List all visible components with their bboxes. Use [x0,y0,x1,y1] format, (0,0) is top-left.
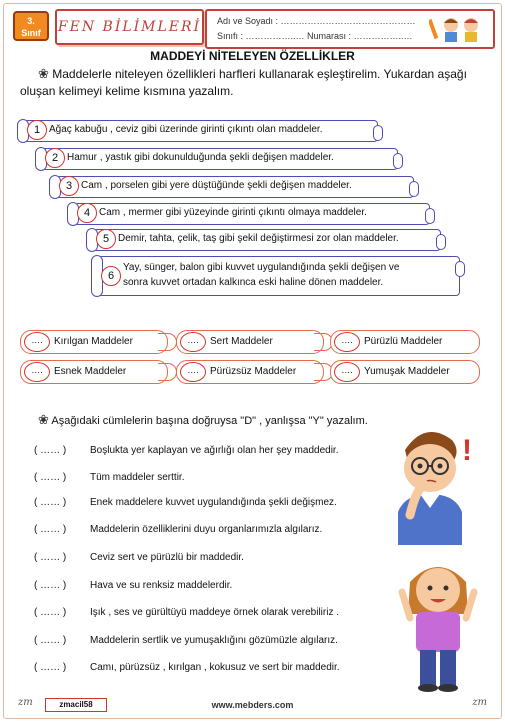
tf-statement: Ceviz sert ve pürüzlü bir maddedir. [90,552,244,563]
tf-answer-blank[interactable]: ( …… ) [34,445,67,456]
footer-site[interactable]: www.mebders.com [211,700,294,710]
tf-statement: Camı, pürüzsüz , kırılgan , kokusuz ve sert bir maddedir. [90,662,340,673]
scroll-item-1 [24,120,378,142]
tf-statement: Maddelerin sertlik ve yumuşaklığını gözümüzle algılarız. [90,635,338,646]
tf-answer-blank[interactable]: ( …… ) [34,607,67,618]
item-number: 2 [45,148,65,168]
property-hard [176,330,324,354]
answer-blank[interactable]: …. [180,332,206,352]
property-label: Sert Maddeler [210,336,273,347]
student-info-box [205,9,495,49]
scroll-curl [393,153,403,169]
tf-item-4 [34,524,322,535]
subject-title-box [55,9,204,45]
tf-item-5 [34,552,244,563]
pill-curl [158,363,177,381]
answer-blank[interactable]: …. [334,362,360,382]
tf-answer-blank[interactable]: ( …… ) [34,472,67,483]
item-text: Hamur , yastık gibi dokunulduğunda şekli değişen maddeler. [67,152,334,163]
item-text: Cam , mermer gibi yüzeyinde girinti çıkıntı olmaya maddeler. [99,207,367,218]
thinking-boy-illustration [380,420,490,545]
item-number: 6 [101,266,121,286]
answer-blank[interactable]: …. [24,362,50,382]
tf-item-9 [34,662,340,673]
tf-item-3 [34,497,337,508]
tf-statement: Işık , ses ve gürültüyü maddeye örnek olarak verebiliriz . [90,607,339,618]
pill-curl [158,333,177,351]
tf-statement: Tüm maddeler serttir. [90,472,185,483]
property-smooth [176,360,324,384]
footer-logo-right: zm [472,697,487,708]
tf-answer-blank[interactable]: ( …… ) [34,580,67,591]
name-line[interactable]: Adı ve Soyadı : ……………………………………… [217,16,416,26]
instruction-1-line-2: oluşan kelimeyi kelime kısmına yazalım. [20,84,234,98]
scroll-item-4 [74,203,430,225]
item-number: 5 [96,229,116,249]
item-text-line-2: sonra kuvvet ortadan kalkınca eski haline dönen maddeler. [123,277,384,288]
item-text: Demir, tahta, çelik, taş gibi şekil değiştirmesi zor olan maddeler. [118,233,399,244]
instruction-1 [38,65,467,83]
girl-illustration [390,552,486,692]
scroll-item-6 [98,256,460,296]
tf-statement: Hava ve su renksiz maddelerdir. [90,580,233,591]
tf-item-7 [34,607,339,618]
tf-item-2 [34,472,184,483]
answer-blank[interactable]: …. [334,332,360,352]
tf-item-6 [34,580,232,591]
tf-statement: Maddelerin özelliklerini duyu organlarımızla algılarız. [90,524,323,535]
scroll-item-2 [42,148,398,170]
tf-answer-blank[interactable]: ( …… ) [34,552,67,563]
flower-icon: ❀ [38,66,49,81]
tf-item-8 [34,635,338,646]
footer-badge: zmacil58 [45,698,107,712]
instruction-2-text: Aşağıdaki cümlelerin başına doğruysa "D" , yanlışsa "Y" yazalım. [51,415,368,427]
property-label: Pürüzlü Maddeler [364,336,443,347]
grade-badge [13,11,49,41]
tf-answer-blank[interactable]: ( …… ) [34,662,67,673]
answer-blank[interactable]: …. [24,332,50,352]
scroll-curl [409,181,419,197]
answer-blank[interactable]: …. [180,362,206,382]
tf-item-1 [34,445,338,456]
subject-title: FEN BİLİMLERİ [57,19,202,35]
item-text-line-1: Yay, sünger, balon gibi kuvvet uygulandığında şekli değişen ve [123,262,400,273]
item-number: 4 [77,203,97,223]
property-soft [330,360,480,384]
kids-illustration [429,13,489,43]
instruction-1-line-1: Maddelerle niteleyen özellikleri harfleri kullanarak eşleştirelim. Yukardan aşağı [52,67,467,81]
property-fragile [20,330,168,354]
item-text: Ağaç kabuğu , ceviz gibi üzerinde girinti çıkıntı olan maddeler. [49,124,323,135]
grade-number: 3. [27,16,35,26]
property-label: Esnek Maddeler [54,366,127,377]
item-number: 1 [27,120,47,140]
scroll-item-3 [56,176,414,198]
class-number-line[interactable]: Sınıfı : ……………..… Numarası : ……………..… [217,31,413,41]
tf-statement: Enek maddelere kuvvet uygulandığında şekli değişmez. [90,497,337,508]
property-rough [330,330,480,354]
item-text: Cam , porselen gibi yere düştüğünde şekli değişen maddeler. [81,180,352,191]
property-label: Yumuşak Maddeler [364,366,450,377]
tf-answer-blank[interactable]: ( …… ) [34,524,67,535]
flower-icon: ❀ [38,412,49,427]
scroll-curl [425,208,435,224]
section-title: MADDEYİ NİTELEYEN ÖZELLİKLER [150,49,355,63]
property-label: Pürüzsüz Maddeler [210,366,297,377]
item-number: 3 [59,176,79,196]
scroll-curl [373,125,383,141]
footer-logo-left: zm [18,697,33,708]
instruction-2 [38,411,368,430]
scroll-curl [436,234,446,250]
svg-text:!: ! [462,434,472,467]
scroll-item-5 [93,229,441,251]
scroll-curl [455,261,465,277]
property-flexible [20,360,168,384]
property-label: Kırılgan Maddeler [54,336,133,347]
tf-statement: Boşlukta yer kaplayan ve ağırlığı olan her şey maddedir. [90,445,339,456]
grade-label: Sınıf [21,28,41,38]
tf-answer-blank[interactable]: ( …… ) [34,635,67,646]
tf-answer-blank[interactable]: ( …… ) [34,497,67,508]
